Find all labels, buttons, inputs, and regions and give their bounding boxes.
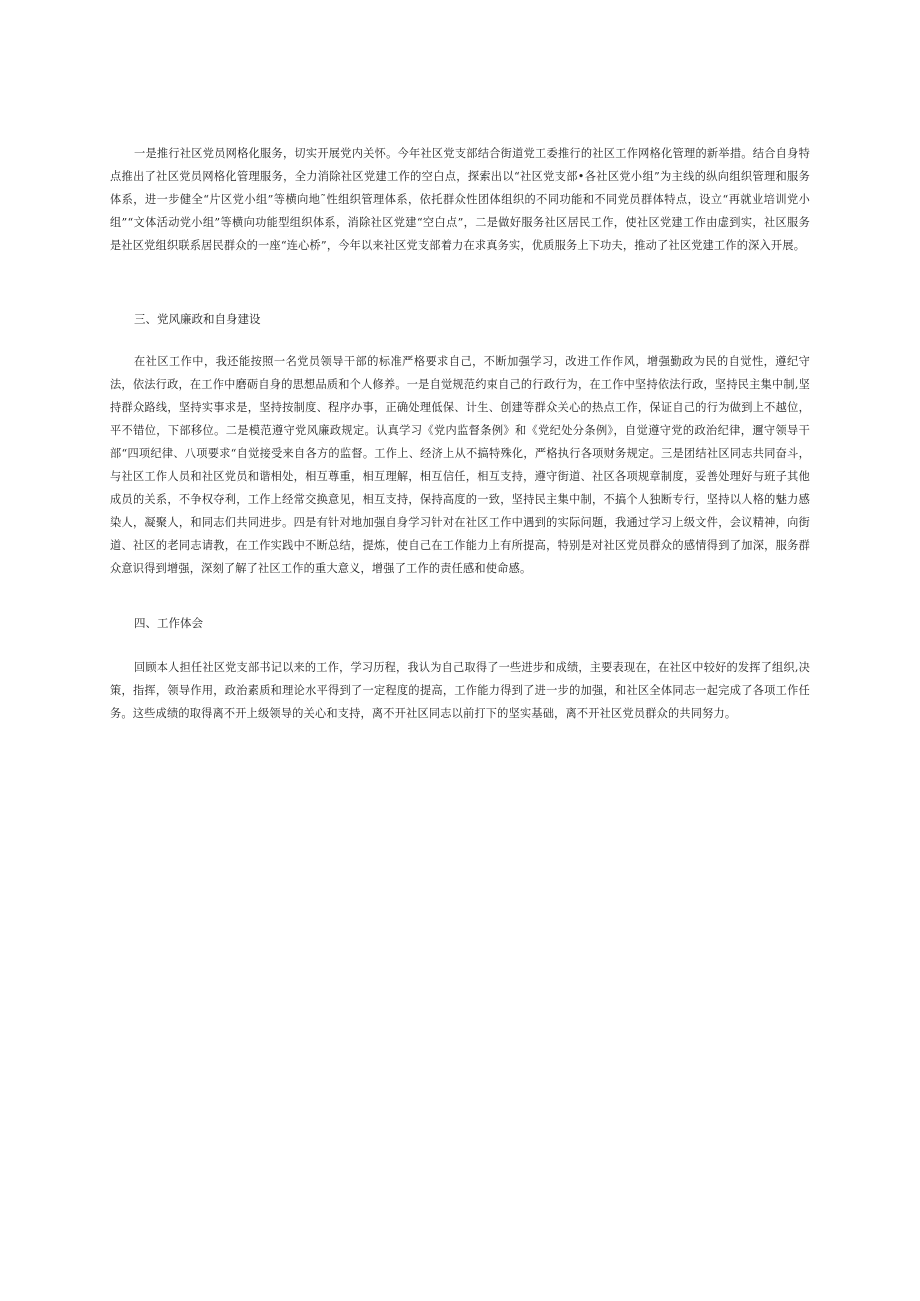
paragraph-work-experience: 回顾本人担任社区党支部书记以来的工作，学习历程，我认为自己取得了一些进步和成绩，主要表现在，在社区中较好的发挥了组织,决策，指挥，领导作用，政治素质和理论水平得到了一定程度的提高，工作能力得到了进一步的加强，和社区全体同志一起完成了各项工作任务。这些成绩的取得离不开上级领导的关心和支持，离不开社区同志以前打下的坚实基础，离不开社区党员群众的共同努力。 (110, 661, 810, 720)
section-heading-party-conduct: 三、党风廉政和自身建设 (134, 312, 261, 326)
paragraph-grid-service: 一是推行社区党员网格化服务，切实开展党内关怀。今年社区党支部结合街道党工委推行的社区工作网格化管理的新举措。结合自身特点推出了社区党员网格化管理服务，全力消除社区党建工作的空白点，探索出以“社区党支部•各社区党小组”为主线的纵向组织管理和服务体系，进一步健全“片区党小组”等横向地˜性组织管理体系，依托群众性团体组织的不同功能和不同党员群体特点，设立“再就业培训党小组”“文体活动党小组”等横向功能型组织体系，消除社区党建“空白点”，二是做好服务社区居民工作，使社区党建工作由虚到实，社区服务是社区党组织联系居民群众的一座“连心桥”，今年以来社区党支部着力在求真务实，优质服务上下功夫，推动了社区党建工作的深入开展。 (110, 147, 810, 252)
paragraph-party-conduct: 在社区工作中，我还能按照一名党员领导干部的标准严格要求自己，不断加强学习，改进工作作风，增强勤政为民的自觉性，遵纪守法，依法行政，在工作中磨砺自身的思想品质和个人修养。一是自觉规范约束自己的行政行为，在工作中坚持依法行政，坚持民主集中制,坚持群众路线，坚持实事求是，坚持按制度、程序办事，正确处理低保、计生、创建等群众关心的热点工作，保证自己的行为做到上不越位，平不错位，下部移位。二是模范遵守党风廉政规定。认真学习《党内监督条例》和《党纪处分条例》，自觉遵守党的政治纪律，邇守领导干部“四项纪律、八项要求“自觉接受来自各方的监督。工作上、经济上从不搞特殊化，严格执行各项财务规定。三是团结社区同志共同奋斗，与社区工作人员和社区党员和谐相处，相互尊重，相互理解，相互信任，相互支持，遵守街道、社区各项规章制度，妥善处理好与班子其他成员的关系，不争权夺利，工作上经常交换意见，相互支持，保持高度的一致，坚持民主集中制，不搞个人独断专行，坚持以人格的魅力感染人，凝聚人，和同志们共同进步。四是有针对地加强自身学习针对在社区工作中遇到的实际问题，我通过学习上级文件，会议精神，向街道、社区的老同志请教，在工作实践中不断总结，提炼，使自己在工作能力上有所提高，特别是对社区党员群众的感情得到了加深，服务群众意识得到增强，深刻了解了社区工作的重大意义，增强了工作的责任感和使命感。 (110, 355, 810, 575)
section-heading-work-experience: 四、工作体会 (134, 616, 203, 630)
